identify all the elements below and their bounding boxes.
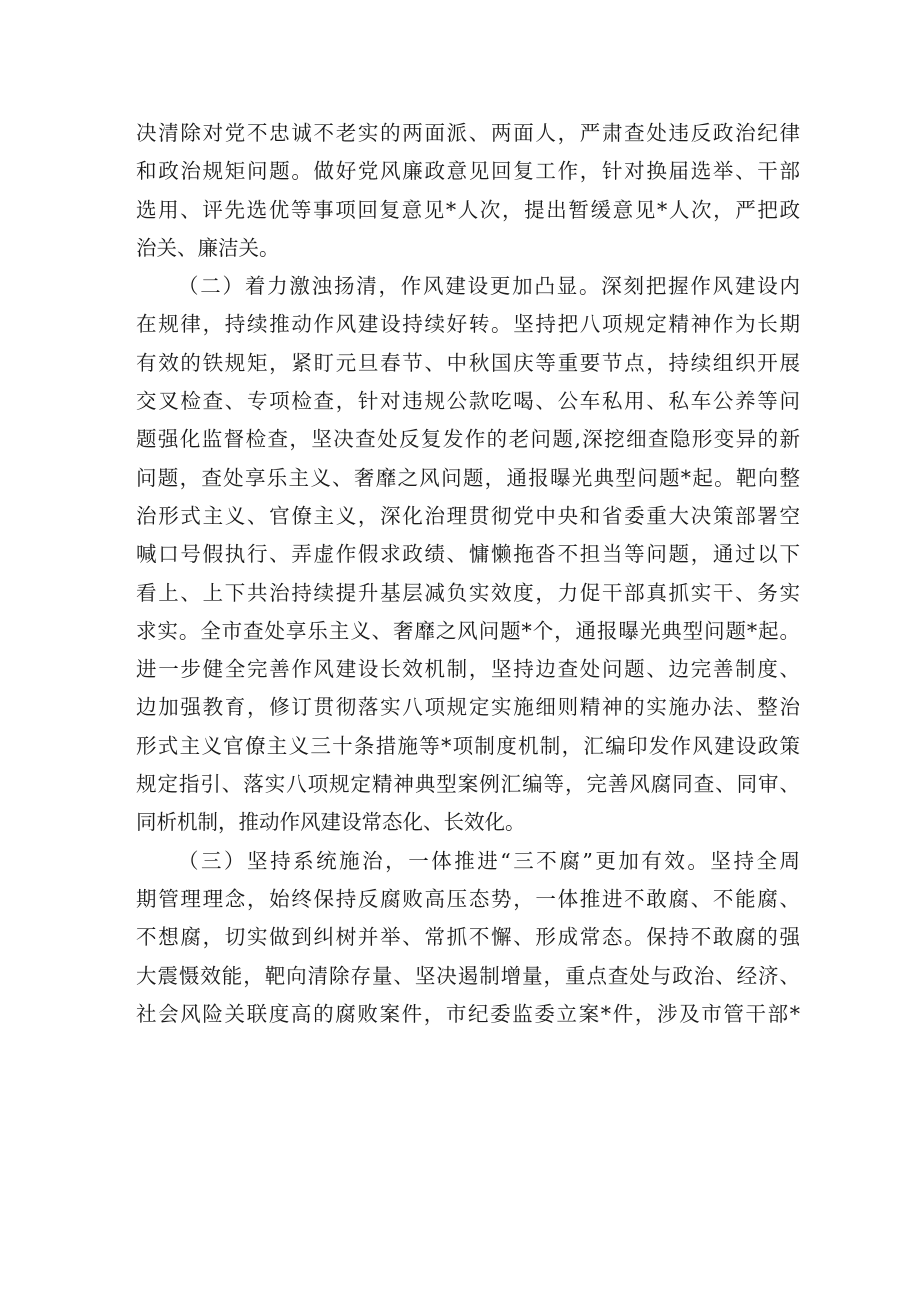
- text-line: 决清除对党不忠诚不老实的两面派、两面人，严肃查处违反政治纪律: [136, 121, 800, 145]
- text-line: 大震慑效能，靶向清除存量、坚决遏制增量，重点查处与政治、经济、: [136, 963, 800, 988]
- text-line: 不想腐，切实做到纠树并举、常抓不懈、形成常态。保持不敢腐的强: [136, 925, 800, 950]
- text-line: 题强化监督检查，坚决查处反复发作的老问题,深挖细查隐形变异的新: [136, 427, 800, 452]
- text-line: 治关、廉洁关。: [136, 235, 280, 260]
- text-line: 规定指引、落实八项规定精神典型案例汇编等，完善风腐同查、同审、: [136, 772, 800, 797]
- text-line: 喊口号假执行、弄虚作假求政绩、慵懒拖沓不担当等问题，通过以下: [136, 542, 800, 567]
- text-line: 在规律，持续推动作风建设持续好转。坚持把八项规定精神作为长期: [136, 312, 800, 337]
- text-line: 社会风险关联度高的腐败案件，市纪委监委立案*件，涉及市管干部*: [136, 1001, 800, 1026]
- text-line: 形式主义官僚主义三十条措施等*项制度机制，汇编印发作风建设政策: [136, 733, 800, 758]
- text-line: 治形式主义、官僚主义，深化治理贯彻党中央和省委重大决策部署空: [136, 503, 800, 528]
- text-line: 边加强教育，修订贯彻落实八项规定实施细则精神的实施办法、整治: [136, 695, 800, 720]
- body-text: [136, 114, 800, 1033]
- text-line: 进一步健全完善作风建设长效机制，坚持边查处问题、边完善制度、: [136, 657, 800, 682]
- section-heading-line: （三）坚持系统施治，一体推进“三不腐”更加有效。坚持全周: [178, 848, 800, 873]
- text-line: 求实。全市查处享乐主义、奢靡之风问题*个，通报曝光典型问题*起。: [136, 618, 800, 643]
- text-line: 选用、评先选优等事项回复意见*人次，提出暂缓意见*人次，严把政: [136, 197, 800, 222]
- text-line: 问题，查处享乐主义、奢靡之风问题，通报曝光典型问题*起。靶向整: [136, 465, 800, 490]
- text-line: 交叉检查、专项检查，针对违规公款吃喝、公车私用、私车公养等问: [136, 389, 800, 414]
- section-heading-line: （二）着力激浊扬清，作风建设更加凸显。深刻把握作风建设内: [178, 274, 800, 299]
- text-line: 同析机制，推动作风建设常态化、长效化。: [136, 810, 526, 835]
- text-line: 和政治规矩问题。做好党风廉政意见回复工作，针对换届选举、干部: [136, 159, 800, 184]
- text-line: 有效的铁规矩，紧盯元旦春节、中秋国庆等重要节点，持续组织开展: [136, 350, 800, 375]
- text-line: 期管理理念，始终保持反腐败高压态势，一体推进不敢腐、不能腐、: [136, 886, 800, 911]
- text-line: 看上、上下共治持续提升基层减负实效度，力促干部真抓实干、务实: [136, 580, 800, 605]
